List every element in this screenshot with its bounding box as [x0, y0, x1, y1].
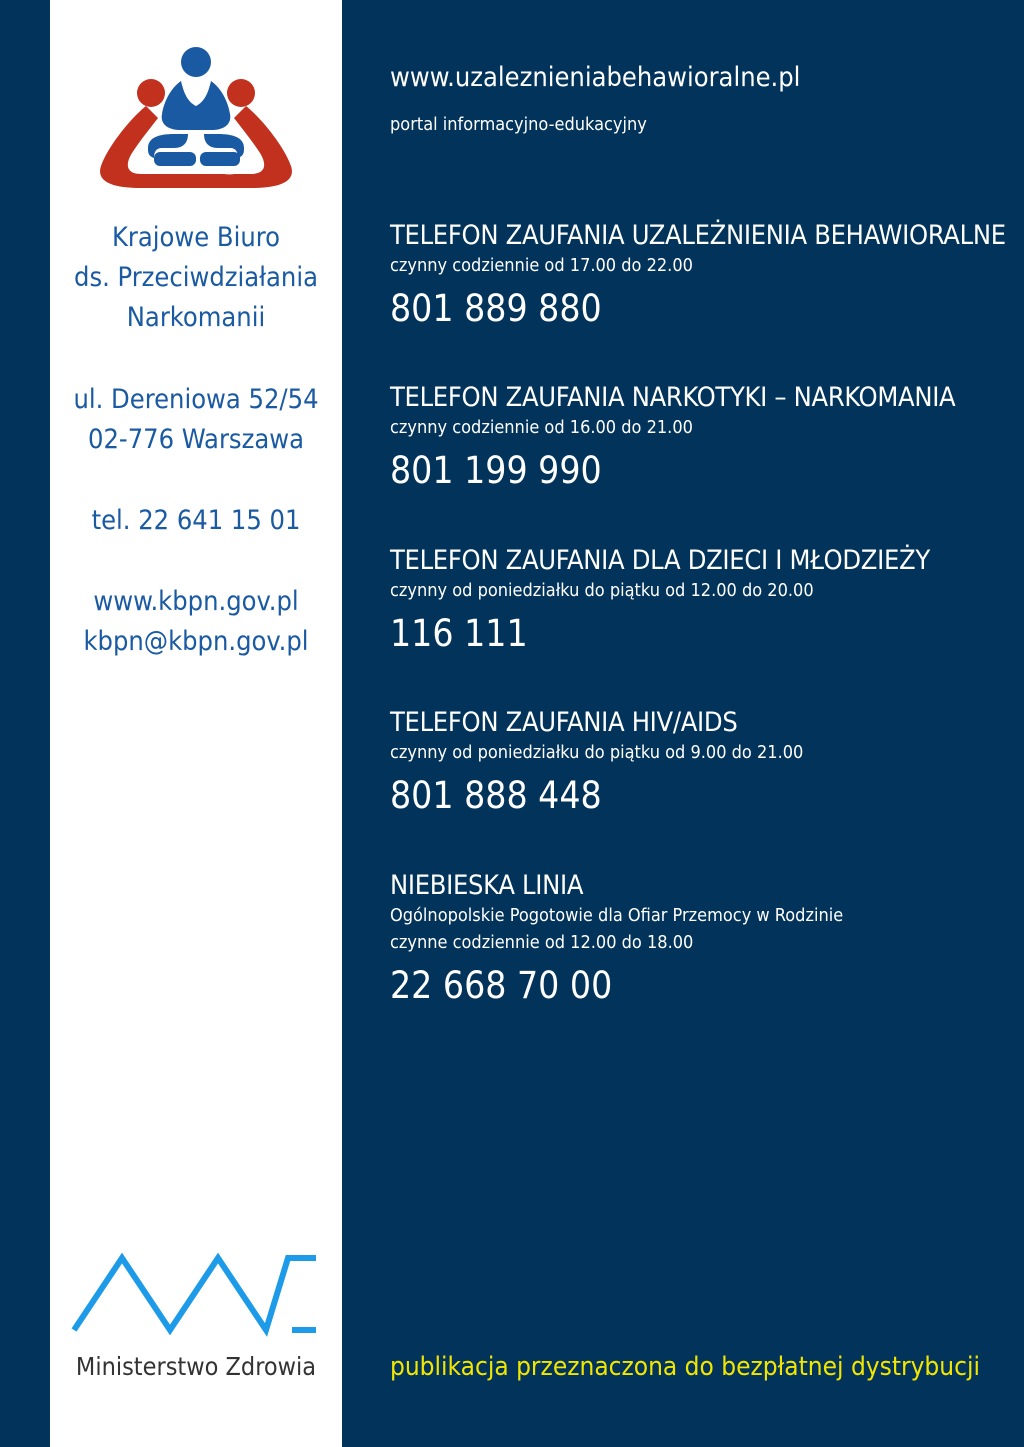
org-name-line: ds. Przeciwdziałania — [74, 262, 318, 293]
left-edge-band — [0, 0, 50, 1447]
hotline-title: TELEFON ZAUFANIA HIV/AIDS — [390, 707, 738, 738]
ministry-logo-icon — [70, 1250, 322, 1340]
hotline-hours: czynne codziennie od 12.00 do 18.00 — [390, 932, 694, 953]
hotline-number[interactable]: 801 889 880 — [390, 287, 602, 330]
hotline-number[interactable]: 801 199 990 — [390, 449, 602, 492]
distribution-note: publikacja przeznaczona do bezpłatnej dystrybucji — [390, 1352, 980, 1382]
portal-description: portal informacyjno-edukacyjny — [390, 114, 647, 135]
hotline-subtitle: Ogólnopolskie Pogotowie dla Ofiar Przemocy w Rodzinie — [390, 905, 844, 926]
org-email-link[interactable]: kbpn@kbpn.gov.pl — [83, 626, 309, 657]
org-phone — [50, 501, 342, 541]
org-name — [50, 218, 342, 338]
hotline-hours: czynny codziennie od 17.00 do 22.00 — [390, 255, 693, 276]
org-name-line: Krajowe Biuro — [112, 222, 280, 253]
hotline-title: TELEFON ZAUFANIA UZALEŻNIENIA BEHAWIORALNE — [390, 220, 1006, 251]
hotline-number[interactable]: 116 111 — [390, 612, 528, 655]
hotline-hours: czynny od poniedziałku do piątku od 9.00 do 21.00 — [390, 742, 804, 763]
org-website-link[interactable]: www.kbpn.gov.pl — [93, 586, 299, 617]
ministry-name: Ministerstwo Zdrowia — [75, 1352, 317, 1381]
portal-website-link[interactable]: www.uzaleznieniabehawioralne.pl — [390, 62, 801, 93]
hotline-title: NIEBIESKA LINIA — [390, 870, 584, 901]
org-address — [50, 380, 342, 460]
hotline-hours: czynny od poniedziałku do piątku od 12.00 do 20.00 — [390, 580, 814, 601]
address-street: ul. Dereniowa 52/54 — [73, 384, 319, 415]
hotline-title: TELEFON ZAUFANIA NARKOTYKI – NARKOMANIA — [390, 382, 956, 413]
org-name-line: Narkomanii — [126, 302, 266, 333]
org-contact — [50, 582, 342, 662]
hotline-number[interactable]: 801 888 448 — [390, 774, 602, 817]
hotline-number[interactable]: 22 668 70 00 — [390, 964, 613, 1007]
hotline-title: TELEFON ZAUFANIA DLA DZIECI I MŁODZIEŻY — [390, 545, 930, 576]
kbpn-logo-icon — [96, 46, 296, 191]
hotline-hours: czynny codziennie od 16.00 do 21.00 — [390, 417, 693, 438]
address-city: 02-776 Warszawa — [88, 424, 304, 455]
org-phone-text: tel. 22 641 15 01 — [91, 505, 301, 536]
